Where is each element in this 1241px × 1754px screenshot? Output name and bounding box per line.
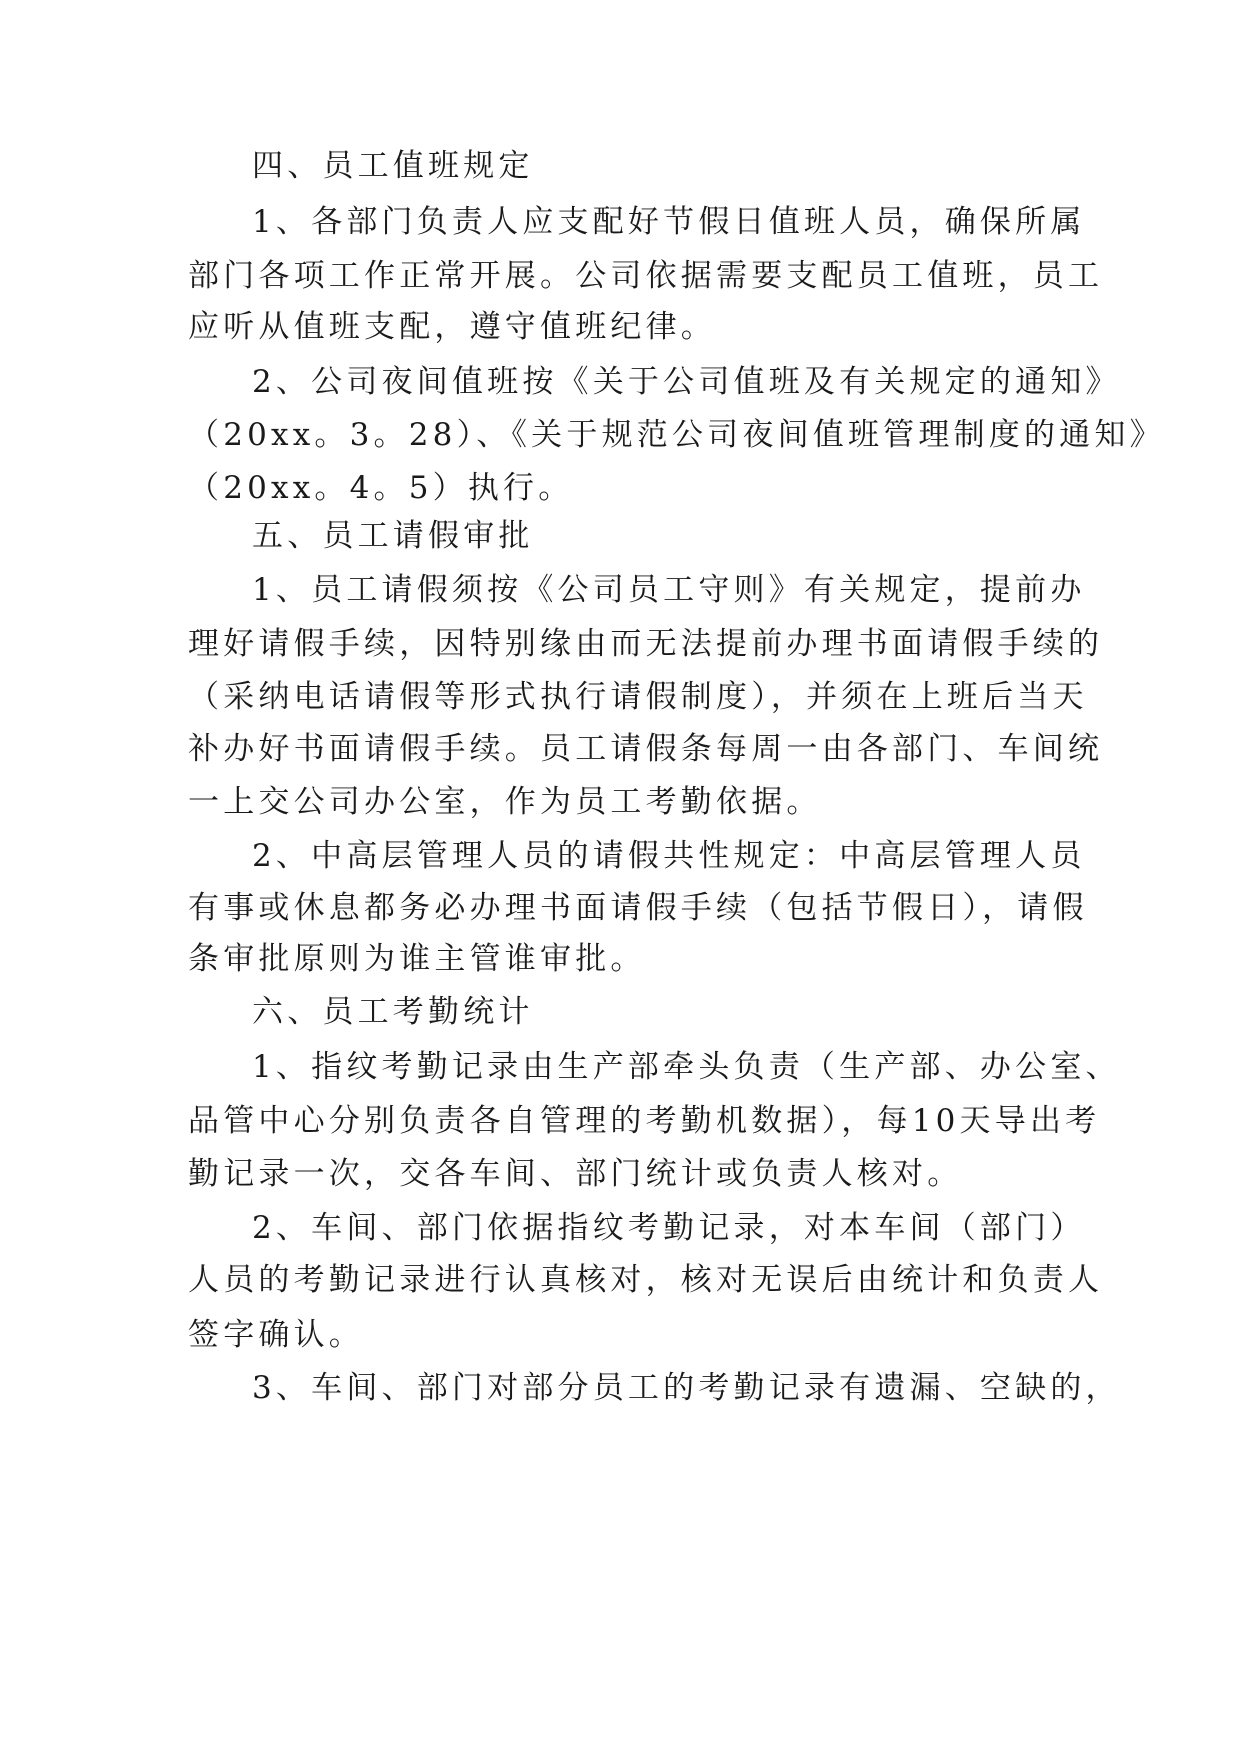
paragraph-line: 1、员工请假须按《公司员工守则》有关规定，提前办	[252, 572, 1086, 608]
paragraph-line: 1、指纹考勤记录由生产部牵头负责（生产部、办公室、	[252, 1049, 1121, 1085]
paragraph-line: 一上交公司办公室，作为员工考勤依据。	[188, 784, 822, 820]
paragraph-line: （20xx。3。28）、《关于规范公司夜间值班管理制度的通知》	[188, 417, 1165, 453]
section-heading: 四、员工值班规定	[252, 148, 534, 184]
paragraph-line: 条审批原则为谁主管谁审批。	[188, 941, 646, 977]
paragraph-line: 部门各项工作正常开展。公司依据需要支配员工值班，员工	[188, 258, 1104, 294]
paragraph-line: 应听从值班支配，遵守值班纪律。	[188, 309, 716, 345]
paragraph-line: 人员的考勤记录进行认真核对，核对无误后由统计和负责人	[188, 1262, 1104, 1298]
paragraph-line: 有事或休息都务必办理书面请假手续（包括节假日），请假	[188, 890, 1088, 926]
paragraph-line: （采纳电话请假等形式执行请假制度），并须在上班后当天	[188, 679, 1088, 715]
paragraph-line: 勤记录一次，交各车间、部门统计或负责人核对。	[188, 1156, 963, 1192]
paragraph-line: （20xx。4。5）执行。	[188, 470, 574, 506]
paragraph-line: 2、车间、部门依据指纹考勤记录，对本车间（部门）	[252, 1210, 1086, 1246]
paragraph-line: 2、中高层管理人员的请假共性规定：中高层管理人员	[252, 838, 1086, 874]
paragraph-line: 3、车间、部门对部分员工的考勤记录有遗漏、空缺的，	[252, 1370, 1121, 1406]
paragraph-line: 理好请假手续，因特别缘由而无法提前办理书面请假手续的	[188, 626, 1104, 662]
paragraph-line: 2、公司夜间值班按《关于公司值班及有关规定的通知》	[252, 364, 1121, 400]
section-heading: 五、员工请假审批	[252, 518, 534, 554]
paragraph-line: 1、各部门负责人应支配好节假日值班人员，确保所属	[252, 204, 1086, 240]
section-heading: 六、员工考勤统计	[252, 994, 534, 1030]
paragraph-line: 补办好书面请假手续。员工请假条每周一由各部门、车间统	[188, 731, 1104, 767]
paragraph-line: 品管中心分别负责各自管理的考勤机数据），每10天导出考	[188, 1103, 1101, 1139]
paragraph-line: 签字确认。	[188, 1317, 364, 1353]
